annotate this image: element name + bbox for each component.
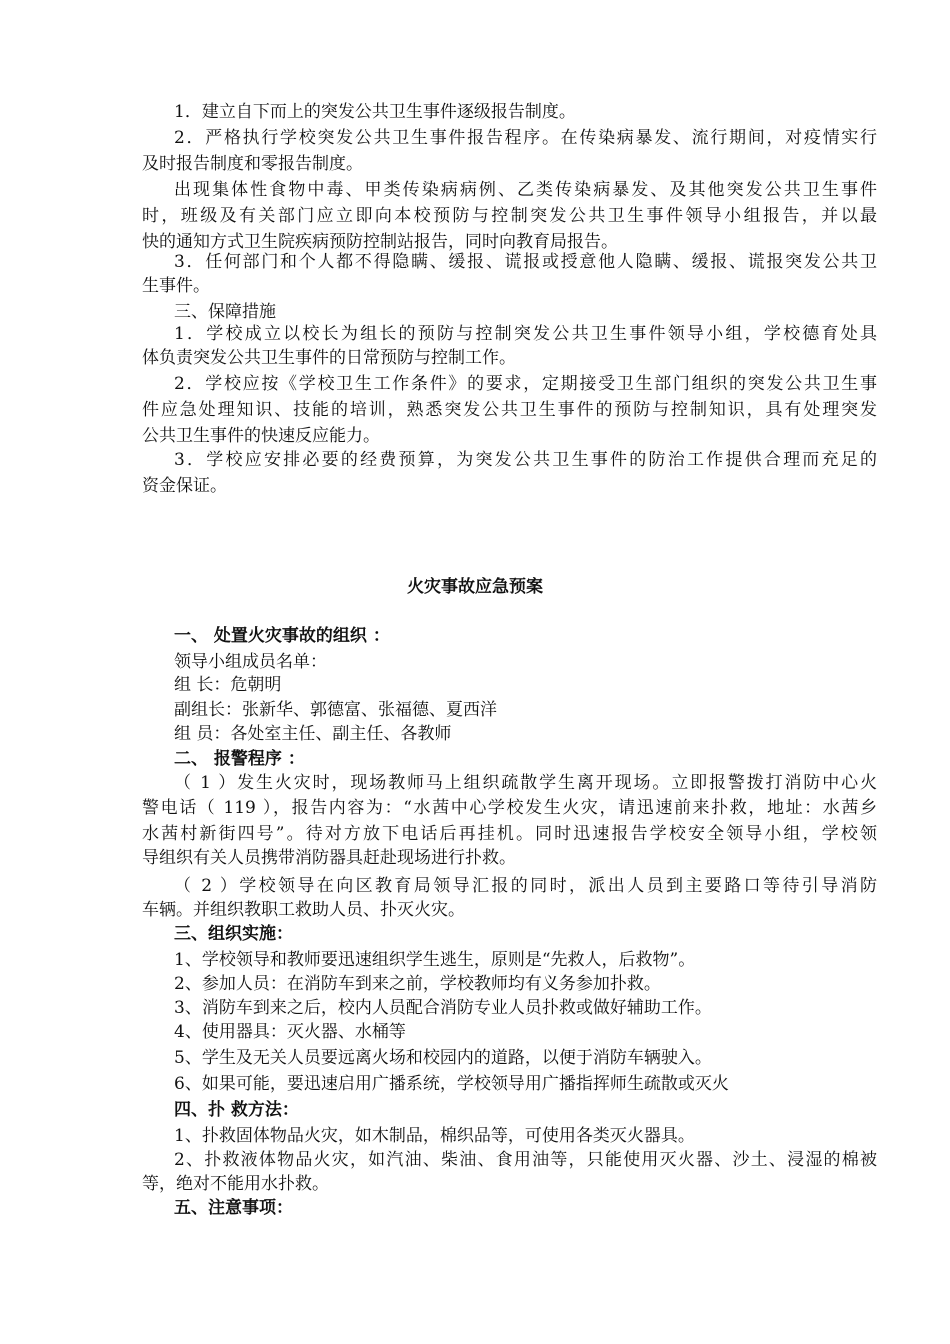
paragraph-line: 组 员：各处室主任、副主任、各教师 bbox=[174, 724, 452, 744]
paragraph-line: 车辆。并组织教职工救助人员、扑灭火灾。 bbox=[142, 900, 465, 920]
paragraph-line: 2．学校应按《学校卫生工作条件》的要求，定期接受卫生部门组织的突发公共卫生事 bbox=[174, 374, 877, 394]
paragraph-line: 时，班级及有关部门应立即向本校预防与控制突发公共卫生事件领导小组报告，并以最 bbox=[142, 206, 877, 226]
paragraph-line: 资金保证。 bbox=[142, 476, 227, 496]
paragraph-line: 生事件。 bbox=[142, 276, 210, 296]
section-heading: 一、 处置火灾事故的组织 ： bbox=[174, 626, 390, 646]
paragraph-line: 3．学校应安排必要的经费预算，为突发公共卫生事件的防治工作提供合理而充足的 bbox=[174, 450, 877, 470]
list-item: 3、消防车到来之后，校内人员配合消防专业人员扑救或做好辅助工作。 bbox=[174, 998, 712, 1018]
section-heading: 三、保障措施 bbox=[174, 302, 276, 322]
paragraph-line: 1．学校成立以校长为组长的预防与控制突发公共卫生事件领导小组，学校德育处具 bbox=[174, 324, 877, 344]
paragraph-line: 副组长：张新华、郭德富、张福德、夏西洋 bbox=[174, 700, 497, 720]
paragraph-line: 导组织有关人员携带消防器具赶赴现场进行扑救。 bbox=[142, 848, 516, 868]
paragraph-line: 体负责突发公共卫生事件的日常预防与控制工作。 bbox=[142, 348, 516, 368]
list-item: 4、使用器具：灭火器、水桶等 bbox=[174, 1022, 406, 1042]
paragraph-line: 组 长：危朝明 bbox=[174, 675, 282, 695]
paragraph-line: 警电话（ 119 ），报告内容为：“水茜中心学校发生火灾，请迅速前来扑救，地址：水茜乡 bbox=[142, 798, 877, 818]
section-heading: 五、注意事项： bbox=[174, 1198, 293, 1218]
paragraph-line: 等，绝对不能用水扑救。 bbox=[142, 1174, 329, 1194]
section-heading: 四、扑 救方法： bbox=[174, 1100, 299, 1120]
paragraph-line: 公共卫生事件的快速反应能力。 bbox=[142, 426, 380, 446]
list-item: 5、学生及无关人员要远离火场和校园内的道路，以便于消防车辆驶入。 bbox=[174, 1048, 712, 1068]
paragraph-line: 水茜村新街四号”。待对方放下电话后再挂机。同时迅速报告学校安全领导小组，学校领 bbox=[142, 824, 877, 844]
paragraph-line: 出现集体性食物中毒、甲类传染病病例、乙类传染病暴发、及其他突发公共卫生事件 bbox=[174, 180, 877, 200]
paragraph-line: 3．任何部门和个人都不得隐瞒、缓报、谎报或授意他人隐瞒、缓报、谎报突发公共卫 bbox=[174, 252, 877, 272]
paragraph-line: （ 1 ）发生火灾时，现场教师马上组织疏散学生离开现场。立即报警拨打消防中心火 bbox=[174, 773, 877, 793]
paragraph-line: 2．严格执行学校突发公共卫生事件报告程序。在传染病暴发、流行期间，对疫情实行 bbox=[174, 128, 877, 148]
paragraph-line: （ 2 ）学校领导在向区教育局领导汇报的同时，派出人员到主要路口等待引导消防 bbox=[174, 876, 877, 896]
list-item: 2、扑救液体物品火灾，如汽油、柴油、食用油等，只能使用灭火器、沙土、浸湿的棉被 bbox=[174, 1150, 877, 1170]
paragraph-line: 及时报告制度和零报告制度。 bbox=[142, 154, 363, 174]
section-heading: 三、组织实施： bbox=[174, 924, 293, 944]
paragraph-line: 快的通知方式卫生院疾病预防控制站报告，同时向教育局报告。 bbox=[142, 232, 618, 252]
paragraph-line: 件应急处理知识、技能的培训，熟悉突发公共卫生事件的预防与控制知识，具有处理突发 bbox=[142, 400, 877, 420]
list-item: 6、如果可能，要迅速启用广播系统，学校领导用广播指挥师生疏散或灭火 bbox=[174, 1074, 729, 1094]
section-heading: 二、 报警程序 ： bbox=[174, 749, 305, 769]
list-item: 2、参加人员：在消防车到来之前，学校教师均有义务参加扑救。 bbox=[174, 974, 661, 994]
paragraph-line: 1．建立自下而上的突发公共卫生事件逐级报告制度。 bbox=[174, 102, 576, 122]
document-title: 火灾事故应急预案 bbox=[407, 577, 543, 597]
paragraph-line: 领导小组成员名单： bbox=[174, 652, 327, 672]
list-item: 1、学校领导和教师要迅速组织学生逃生，原则是“先救人，后救物”。 bbox=[174, 950, 696, 970]
list-item: 1、扑救固体物品火灾，如木制品，棉织品等，可使用各类灭火器具。 bbox=[174, 1126, 695, 1146]
